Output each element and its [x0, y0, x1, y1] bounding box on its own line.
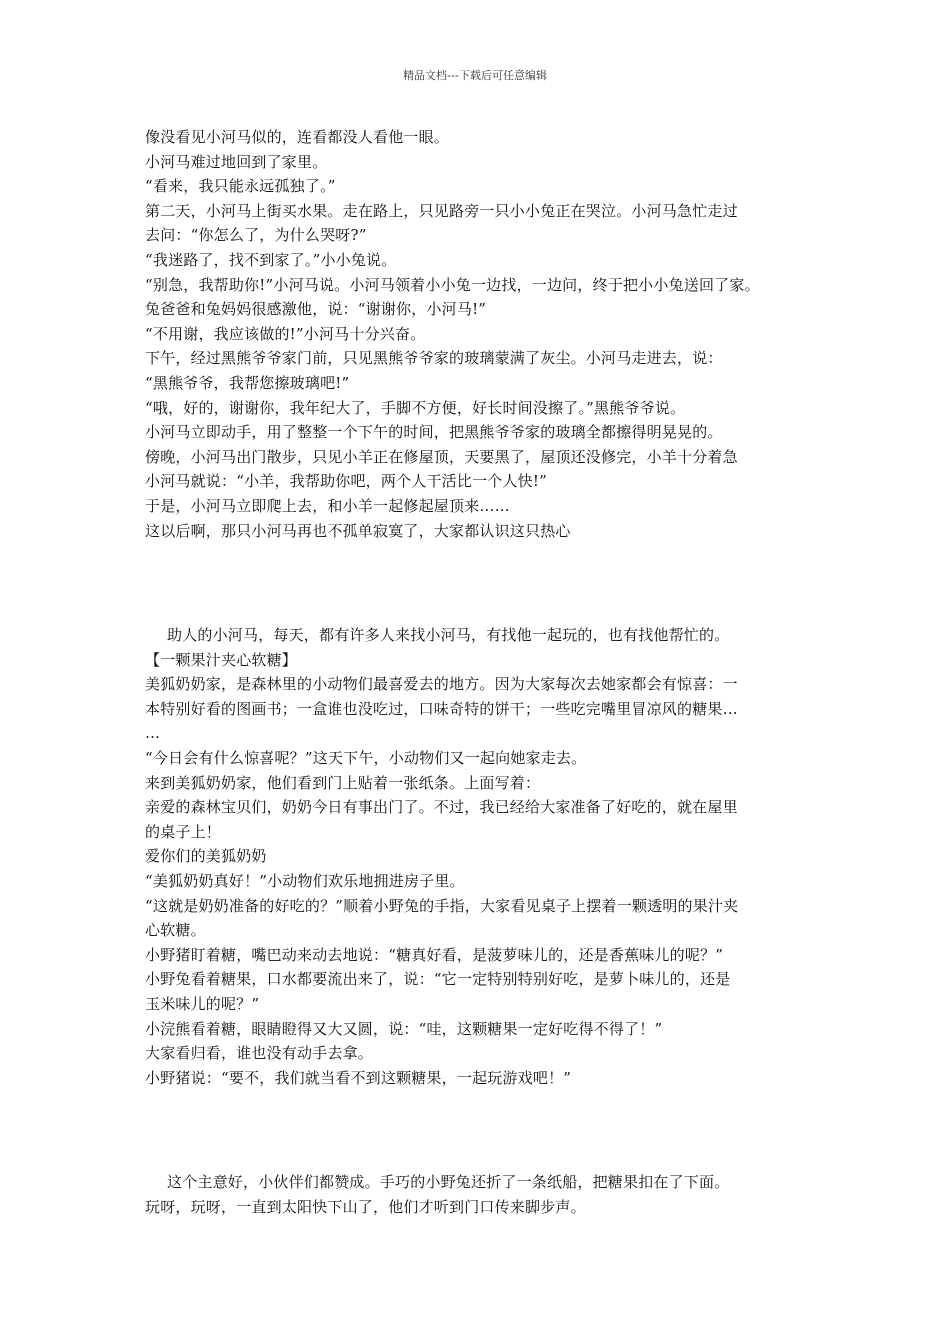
text-line: “这就是奶奶准备的好吃的？”顺着小野兔的手指，大家看见桌子上摆着一颗透明的果汁夹	[145, 896, 739, 915]
text-line: 的桌子上！	[145, 822, 222, 841]
text-line: 小浣熊看着糖，眼睛瞪得又大又圆，说：“哇，这颗糖果一定好吃得不得了！”	[145, 1019, 663, 1038]
text-line: 于是，小河马立即爬上去，和小羊一起修起屋顶来……	[145, 496, 510, 515]
text-line: 小野猪盯着糖，嘴巴动来动去地说：“糖真好看，是菠萝味儿的，还是香蕉味儿的呢？”	[145, 945, 724, 964]
text-line: 第二天，小河马上街买水果。走在路上，只见路旁一只小小兔正在哭泣。小河马急忙走过	[145, 201, 738, 220]
text-line: “我迷路了，找不到家了。”小小兔说。	[145, 250, 397, 269]
text-line: “别急，我帮助你!”小河马说。小河马领着小小兔一边找，一边问，终于把小小兔送回了家。	[145, 275, 760, 294]
story-section-1	[145, 125, 825, 543]
text-line: …	[145, 724, 161, 743]
story-title: 【一颗果汁夹心软糖】	[145, 650, 298, 669]
text-line: 美狐奶奶家，是森林里的小动物们最喜爱去的地方。因为大家每次去她家都会有惊喜：一	[145, 675, 738, 694]
story-section-3	[145, 1170, 825, 1219]
text-line: “美狐奶奶真好！”小动物们欢乐地拥进房子里。	[145, 871, 465, 890]
text-line: 心软糖。	[145, 921, 206, 940]
text-line: “看来，我只能永远孤独了。”	[145, 177, 336, 196]
text-line: 小野猪说：“要不，我们就当看不到这颗糖果，一起玩游戏吧！”	[145, 1068, 572, 1087]
text-line: 像没看见小河马似的，连看都没人看他一眼。	[145, 128, 450, 146]
text-line: 本特别好看的图画书；一盒谁也没吃过，口味奇特的饼干；一些吃完嘴里冒凉风的糖果…	[145, 699, 738, 718]
paragraph-first-line: 助人的小河马，每天，都有许多人来找小河马，有找他一起玩的，也有找他帮忙的。	[167, 626, 730, 644]
text-line: 大家看归看，谁也没有动手去拿。	[145, 1044, 374, 1063]
text-line: 去问：“你怎么了，为什么哭呀?”	[145, 226, 367, 245]
text-line: 玉米味儿的呢？”	[145, 994, 260, 1013]
text-line: “今日会有什么惊喜呢？”这天下午，小动物们又一起向她家走去。	[145, 748, 587, 767]
text-line: 傍晚，小河马出门散步，只见小羊正在修屋顶，天要黑了，屋顶还没修完，小羊十分着急	[145, 447, 738, 466]
text-line: 兔爸爸和兔妈妈很感激他，说：“谢谢你，小河马!”	[145, 300, 487, 319]
text-line: 这以后啊，那只小河马再也不孤单寂寞了，大家都认识这只热心	[145, 521, 571, 540]
text-line: 玩呀，玩呀，一直到太阳快下山了，他们才听到门口传来脚步声。	[145, 1197, 586, 1216]
text-line: “哦，好的，谢谢你，我年纪大了，手脚不方便，好长时间没擦了。”黑熊爷爷说。	[145, 398, 686, 417]
text-line: 小河马立即动手，用了整整一个下午的时间，把黑熊爷爷家的玻璃全都擦得明晃晃的。	[145, 423, 723, 442]
text-line: 小河马就说：“小羊，我帮助你吧，两个人干活比一个人快!”	[145, 472, 547, 491]
text-line: 下午，经过黑熊爷爷家门前，只见黑熊爷爷家的玻璃蒙满了灰尘。小河马走进去，说：	[145, 349, 723, 368]
text-line: 来到美狐奶奶家，他们看到门上贴着一张纸条。上面写着：	[145, 773, 541, 792]
page-header: 精品文档---下载后可任意编辑	[403, 69, 547, 82]
text-line: “不用谢，我应该做的!”小河马十分兴奋。	[145, 324, 426, 343]
text-line: 爱你们的美狐奶奶	[145, 847, 267, 866]
text-line: 亲爱的森林宝贝们，奶奶今日有事出门了。不过，我已经给大家准备了好吃的，就在屋里	[145, 798, 738, 817]
text-line: “黑熊爷爷，我帮您擦玻璃吧!”	[145, 373, 350, 392]
text-line: 小河马难过地回到了家里。	[145, 152, 328, 171]
story-section-2	[145, 623, 825, 1090]
text-line: 小野兔看着糖果，口水都要流出来了，说：“它一定特别特别好吃，是萝卜味儿的，还是	[145, 970, 731, 989]
paragraph-first-line: 这个主意好，小伙伴们都赞成。手巧的小野兔还折了一条纸船，把糖果扣在了下面。	[167, 1173, 730, 1191]
